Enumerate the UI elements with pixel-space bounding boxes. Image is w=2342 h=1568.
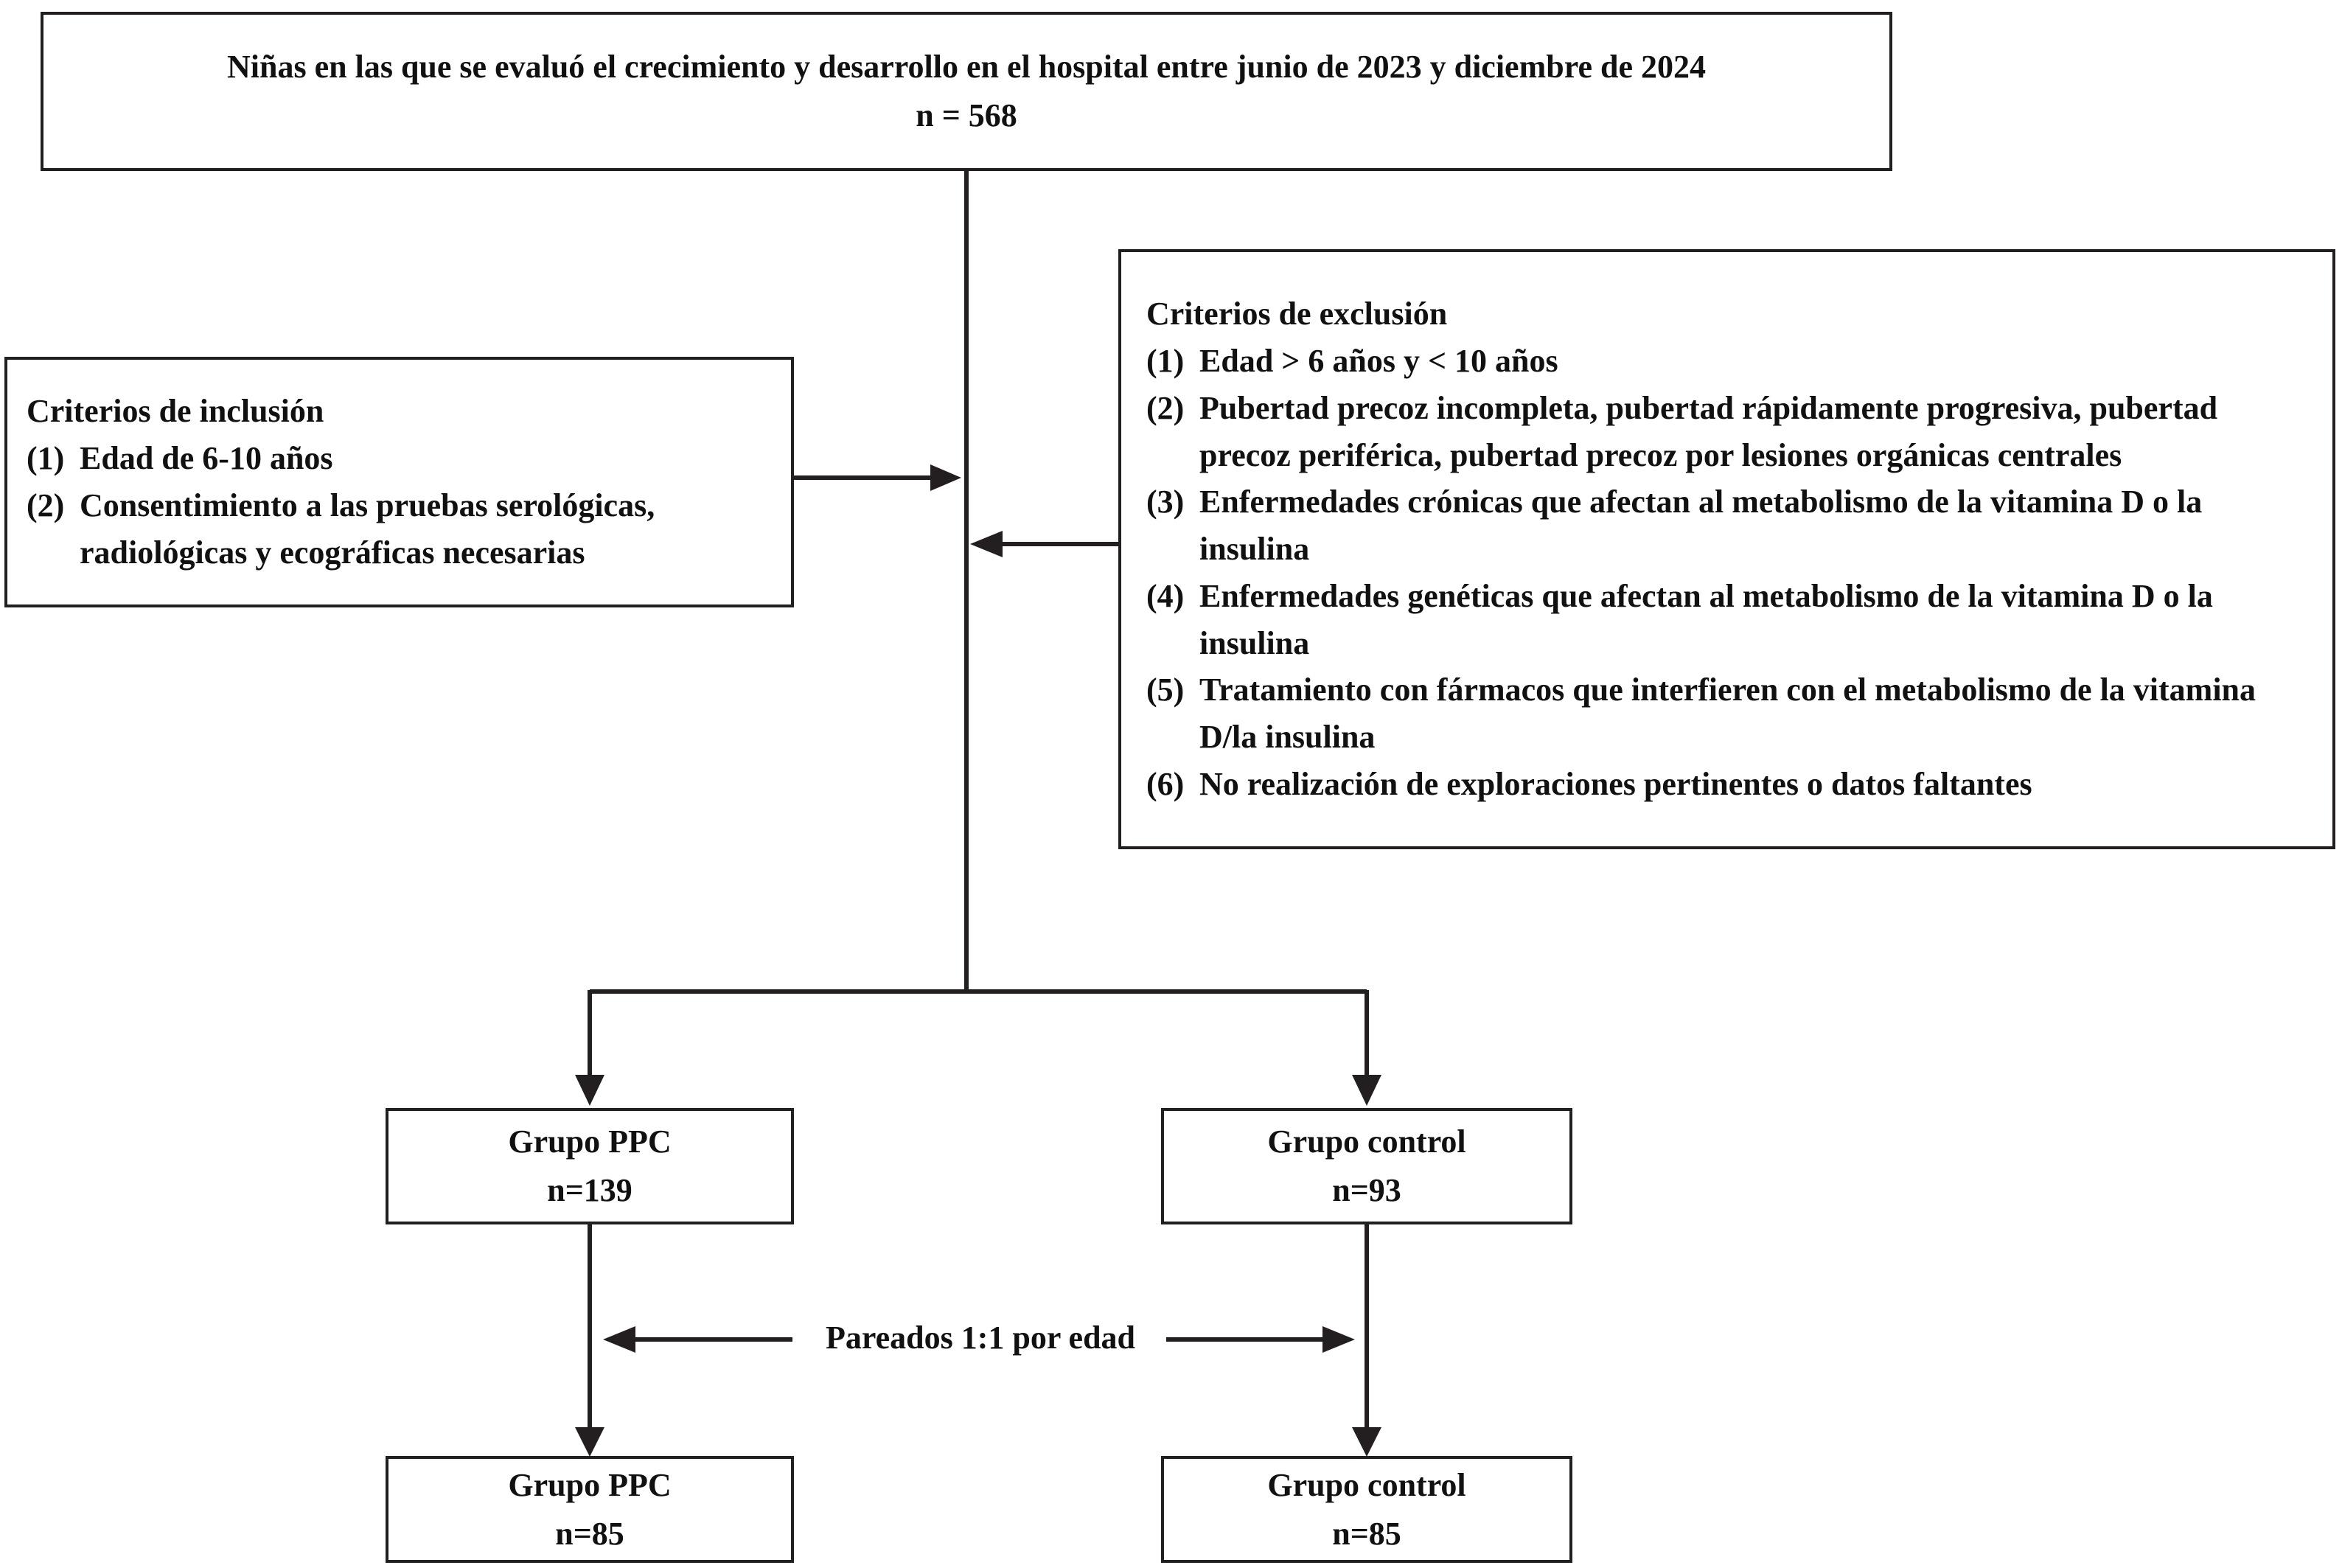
item-text: Edad > 6 años y < 10 años <box>1199 342 1558 379</box>
ppc-down-arrowhead <box>575 1427 604 1457</box>
inclusion-criteria-box <box>4 357 794 607</box>
group-control-initial-box <box>1161 1108 1572 1224</box>
left-branch-arrowhead <box>575 1075 604 1106</box>
inclusion-item-1 <box>27 435 772 482</box>
group-name: Grupo PPC <box>508 1123 672 1160</box>
exclusion-item-3 <box>1146 478 2307 573</box>
item-number: (4) <box>1146 577 1185 614</box>
item-number: (2) <box>1146 389 1185 426</box>
exclusion-item-6 <box>1146 761 2307 808</box>
item-number: (5) <box>1146 672 1185 708</box>
exclusion-criteria-box <box>1118 249 2335 849</box>
item-text: No realización de exploraciones pertinentes o datos faltantes <box>1199 766 2032 803</box>
inclusion-item-2 <box>27 482 772 576</box>
group-n: n=93 <box>1332 1172 1401 1208</box>
group-name: Grupo control <box>1267 1123 1466 1160</box>
item-number: (3) <box>1146 484 1185 520</box>
exclusion-item-4 <box>1146 573 2307 667</box>
item-number: (1) <box>1146 342 1185 379</box>
group-n: n=85 <box>1332 1515 1401 1552</box>
group-ppc-initial-box <box>386 1108 794 1224</box>
group-control-final-box <box>1161 1456 1572 1563</box>
population-box <box>41 12 1892 171</box>
exclusion-item-5 <box>1146 666 2307 761</box>
item-text: Enfermedades genéticas que afectan al metabolismo de la vitamina D o la insulina <box>1199 577 2213 661</box>
population-text: Niñas en las que se evaluó el crecimiento y desarrollo en el hospital entre junio de 2023 y diciembre de 2024 <box>227 49 1706 85</box>
item-text: Edad de 6-10 años <box>80 440 333 477</box>
group-n: n=85 <box>555 1515 624 1552</box>
group-name: Grupo PPC <box>508 1466 672 1503</box>
match-right-arrowhead <box>1322 1326 1355 1353</box>
item-number: (2) <box>27 487 65 523</box>
exclusion-title: Criterios de exclusión <box>1146 296 1448 332</box>
inclusion-arrowhead <box>930 464 961 491</box>
exclusion-arrowhead <box>970 531 1003 557</box>
match-left-arrowhead <box>603 1326 635 1353</box>
item-text: Consentimiento a las pruebas serológicas, radiológicas y ecográficas necesarias <box>80 487 655 571</box>
group-ppc-final-box <box>386 1456 794 1563</box>
item-number: (6) <box>1146 766 1185 803</box>
right-branch-arrowhead <box>1352 1075 1381 1106</box>
group-name: Grupo control <box>1267 1466 1466 1503</box>
control-down-arrowhead <box>1352 1427 1381 1457</box>
exclusion-item-2 <box>1146 385 2307 479</box>
item-text: Enfermedades crónicas que afectan al metabolismo de la vitamina D o la insulina <box>1199 484 2203 568</box>
population-n: n = 568 <box>916 97 1017 133</box>
matching-label: Pareados 1:1 por edad <box>825 1320 1136 1356</box>
item-text: Pubertad precoz incompleta, pubertad rápidamente progresiva, pubertad precoz periférica, pubertad precoz por lesiones orgánicas centrales <box>1199 389 2218 473</box>
item-text: Tratamiento con fármacos que interfieren con el metabolismo de la vitamina D/la insulina <box>1199 672 2256 756</box>
exclusion-item-1 <box>1146 338 2307 385</box>
group-n: n=139 <box>547 1172 632 1208</box>
inclusion-title: Criterios de inclusión <box>27 393 324 430</box>
item-number: (1) <box>27 440 65 477</box>
